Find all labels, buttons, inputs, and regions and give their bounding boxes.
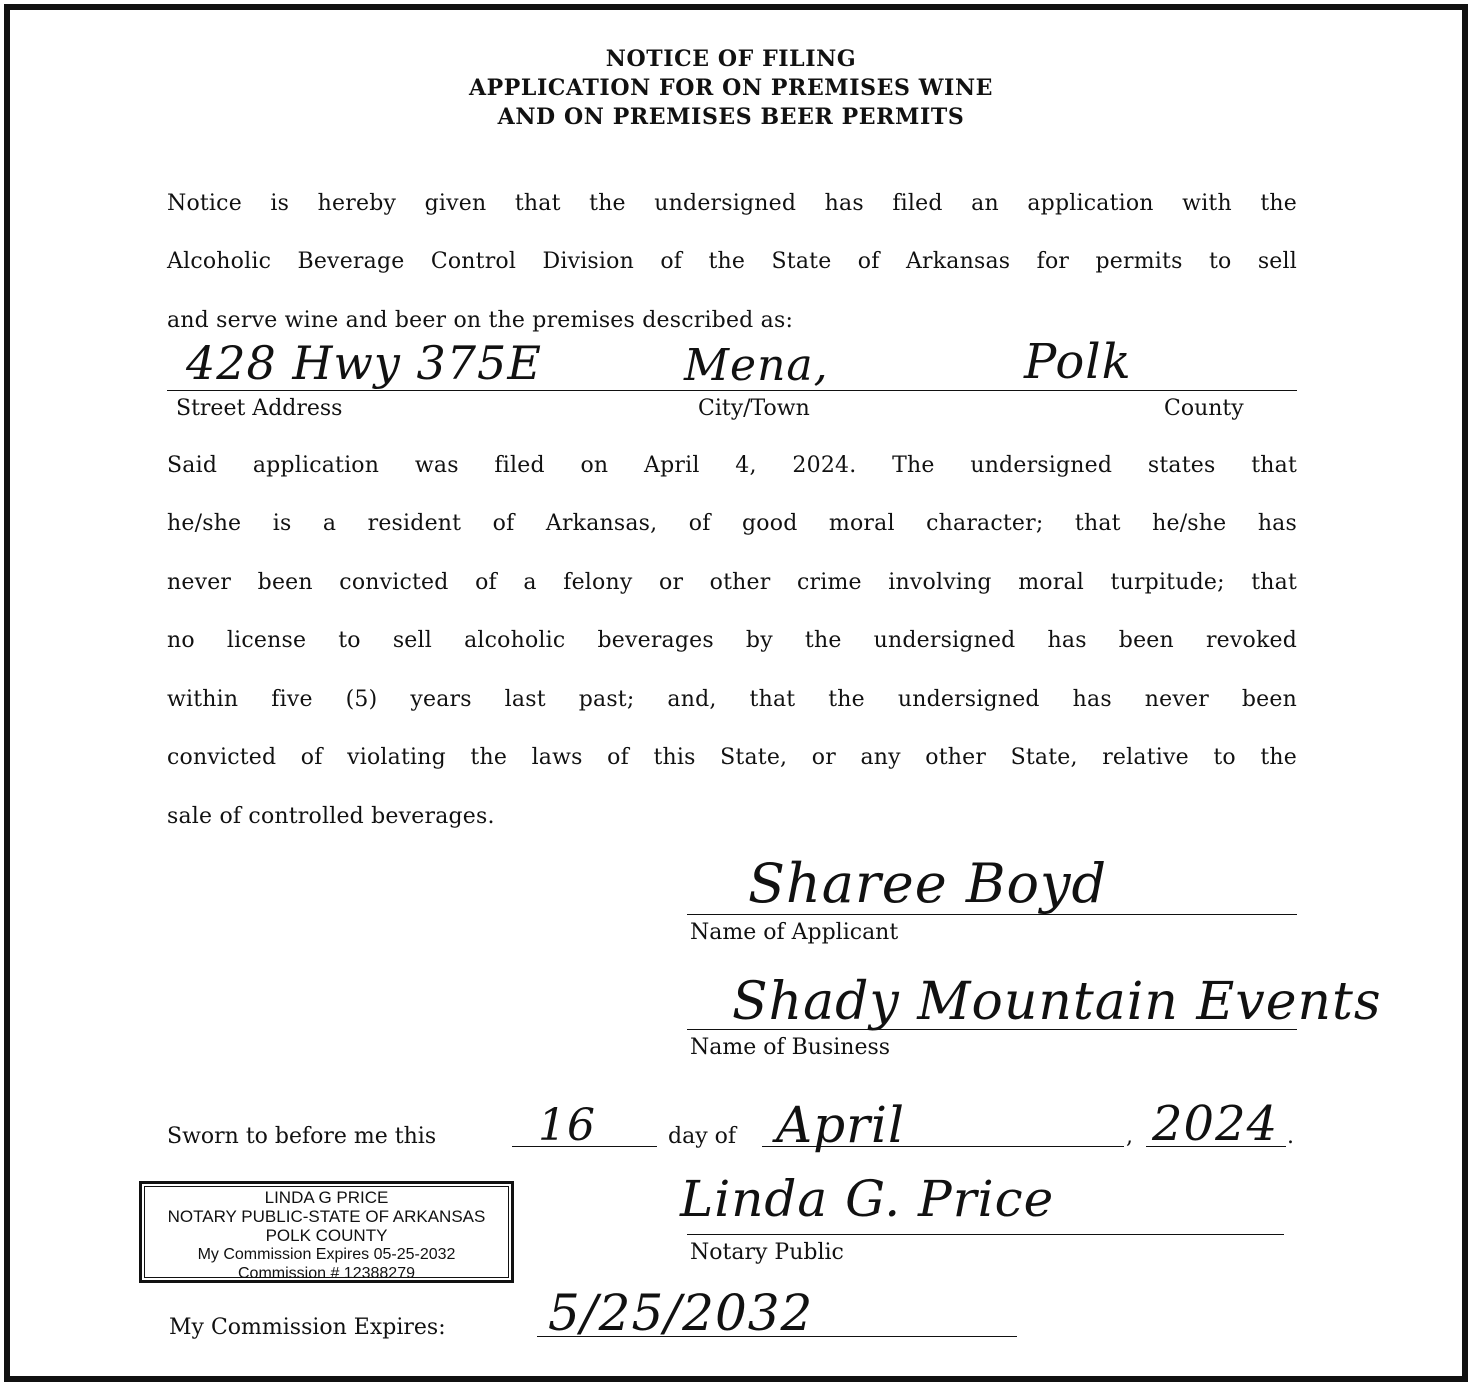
applicant-signature: Sharee Boyd [748,852,1108,915]
sworn-period: . [1287,1124,1294,1149]
statement-line-3: never been convicted of a felony or other crime involving moral turpitude; that [167,570,1297,595]
statement-line-1: Said application was filed on April 4, 2024. The undersigned states that [167,453,1297,478]
commission-label: My Commission Expires: [169,1315,446,1340]
county-value: Polk [1024,334,1132,390]
statement-line-6: convicted of violating the laws of this State, or any other State, relative to the [167,745,1297,770]
stamp-line-4: My Commission Expires 05-25-2032 [197,1246,456,1263]
sworn-comma: , [1126,1124,1133,1149]
notary-rule [687,1234,1284,1235]
sworn-year-value: 2024 [1152,1096,1279,1152]
applicant-rule [687,914,1297,915]
street-address-value: 428 Hwy 375E [186,336,542,390]
premises-rule [167,390,1297,391]
county-label: County [1164,396,1244,421]
business-name-value: Shady Mountain Events [732,972,1382,1032]
commission-rule [537,1336,1017,1337]
intro-line-1: Notice is hereby given that the undersigned has filed an application with the [167,191,1297,216]
city-label: City/Town [698,396,810,421]
sworn-year-rule [1146,1146,1286,1147]
business-rule [687,1029,1297,1030]
city-value: Mena, [684,340,829,391]
sworn-month-value: April [776,1096,905,1154]
sworn-prefix: Sworn to before me this [167,1124,437,1149]
sworn-month-rule [762,1146,1124,1147]
stamp-line-3: POLK COUNTY [265,1226,388,1245]
statement-line-7: sale of controlled beverages. [167,804,495,829]
title-line-1: NOTICE OF FILING [605,46,857,72]
title-line-2: APPLICATION FOR ON PREMISES WINE [468,75,994,101]
stamp-line-1: LINDA G PRICE [264,1188,389,1207]
street-address-label: Street Address [176,396,343,421]
statement-line-5: within five (5) years last past; and, that the undersigned has never been [167,687,1297,712]
intro-line-2: Alcoholic Beverage Control Division of the State of Arkansas for permits to sell [167,249,1297,274]
business-label: Name of Business [690,1035,891,1060]
notary-signature: Linda G. Price [680,1170,1055,1228]
intro-line-3: and serve wine and beer on the premises described as: [167,308,794,333]
notary-label: Notary Public [690,1240,844,1265]
sworn-day-rule [512,1146,657,1147]
notary-stamp [139,1181,514,1283]
sworn-day-value: 16 [538,1100,596,1151]
commission-value: 5/25/2032 [548,1284,814,1342]
stamp-line-5: Commission # 12388279 [238,1265,415,1282]
stamp-line-2: NOTARY PUBLIC-STATE OF ARKANSAS [167,1207,486,1226]
title-line-3: AND ON PREMISES BEER PERMITS [497,104,965,130]
statement-line-4: no license to sell alcoholic beverages by the undersigned has been revoked [167,628,1297,653]
sworn-day-of: day of [668,1124,737,1149]
statement-line-2: he/she is a resident of Arkansas, of good moral character; that he/she has [167,511,1297,536]
applicant-label: Name of Applicant [690,920,899,945]
